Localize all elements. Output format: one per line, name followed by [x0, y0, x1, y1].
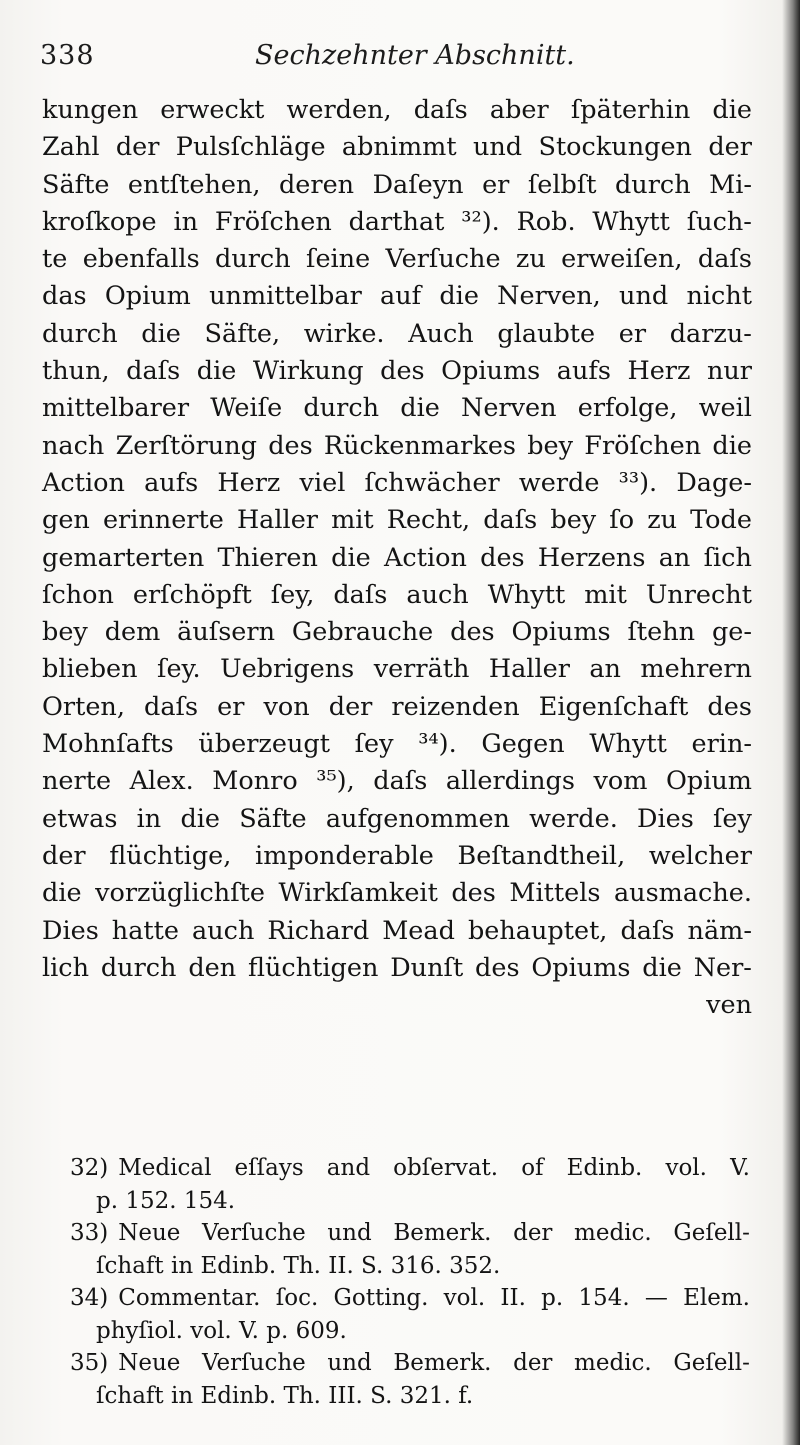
word: auf: [380, 281, 422, 312]
word: Alex.: [129, 766, 194, 797]
footnote-text: p. 152. 154.: [96, 1187, 236, 1214]
word: den: [188, 952, 237, 983]
text-line: [42, 689, 752, 726]
word: vorzüglichſte: [95, 878, 265, 909]
text-line: [42, 129, 752, 166]
word: erweckt: [160, 95, 265, 125]
word: ſey: [712, 803, 752, 834]
word: des: [268, 430, 313, 461]
word: des: [451, 878, 496, 909]
text-line: [42, 204, 752, 241]
footnote-text: phyſiol. vol. V. p. 609.: [96, 1317, 347, 1344]
word: ſoc.: [275, 1285, 319, 1311]
word: der: [513, 1350, 553, 1376]
word: Richard: [267, 915, 370, 946]
word: ³²).: [461, 206, 500, 237]
word: lich: [42, 952, 90, 983]
word: aufgenommen: [325, 803, 510, 834]
word: weil: [698, 393, 752, 424]
word: obſervat.: [393, 1155, 499, 1181]
word: Säfte: [239, 803, 307, 834]
word: Commentar.: [118, 1285, 261, 1311]
word: —: [644, 1285, 668, 1311]
word: flüchtige,: [109, 840, 232, 871]
word: entſtehen,: [127, 169, 261, 200]
word: Unrecht: [645, 579, 752, 610]
word: mehrern: [640, 654, 752, 685]
catchword: ven: [706, 990, 752, 1021]
word: bey: [42, 617, 88, 648]
word: und: [327, 1350, 372, 1376]
word: der: [328, 691, 373, 722]
word: zu: [515, 244, 546, 275]
text-line: [42, 763, 752, 800]
word: reizenden: [391, 691, 520, 722]
footnote-number: 32): [70, 1155, 109, 1181]
word: vom: [593, 766, 648, 797]
footnote-text: [118, 1347, 750, 1380]
word: durch: [614, 169, 691, 200]
word: von: [263, 691, 310, 722]
word: ſtehn: [627, 617, 696, 648]
word: erfolge,: [577, 393, 678, 424]
word: durch: [215, 244, 291, 275]
word: Verſuche: [385, 244, 501, 275]
word: ſuch-: [686, 206, 752, 237]
word: an: [589, 654, 621, 685]
word: Weiſe: [210, 393, 283, 424]
word: ebenfalls: [82, 244, 200, 275]
word: die: [42, 878, 82, 909]
word: daſs: [333, 579, 388, 610]
word: durch: [42, 318, 118, 349]
footnote-number: 35): [70, 1350, 109, 1376]
word: daſs: [620, 915, 675, 946]
word: of: [521, 1155, 544, 1181]
word: Wirkſamkeit: [278, 878, 438, 909]
word: viel: [299, 467, 346, 498]
word: ³⁴).: [418, 729, 457, 760]
text-line: [42, 316, 752, 353]
text-line: [42, 353, 752, 390]
text-line: [42, 502, 752, 539]
word: Medical: [118, 1155, 212, 1181]
word: medic.: [574, 1220, 652, 1246]
word: die: [712, 430, 752, 461]
footnote-text: ſchaft in Edinb. Th. III. S. 321. f.: [96, 1382, 474, 1409]
word: thun,: [42, 356, 110, 387]
word: Herz: [627, 356, 691, 387]
word: ſpäterhin: [570, 95, 691, 125]
word: des: [475, 952, 520, 983]
footnote: [70, 1347, 750, 1412]
word: darzu-: [669, 318, 752, 349]
word: Zahl: [42, 132, 100, 163]
word: der: [513, 1220, 553, 1246]
running-head: Sechzehnter Abschnitt.: [255, 40, 575, 71]
word: des: [380, 356, 425, 387]
word: Action: [384, 542, 467, 573]
word: Bemerk.: [393, 1220, 492, 1246]
word: er: [217, 691, 245, 722]
word: Whytt: [589, 729, 667, 760]
word: mit: [584, 579, 627, 610]
word: Gebrauche: [291, 617, 434, 648]
word: nicht: [686, 281, 752, 312]
word: Verſuche: [202, 1350, 306, 1376]
word: Wirkung: [252, 356, 364, 387]
word: erweiſen,: [561, 244, 683, 275]
word: Auch: [408, 318, 474, 349]
footnote-text: ſchaft in Edinb. Th. II. S. 316. 352.: [96, 1252, 501, 1279]
word: imponderable: [255, 840, 434, 871]
word: und: [327, 1220, 372, 1246]
word: Eigenſchaft: [538, 691, 689, 722]
word: Opiums: [441, 356, 541, 387]
text-line: [42, 913, 752, 950]
word: darthat: [348, 206, 445, 237]
catchword-line: [42, 987, 752, 1024]
word: abnimmt: [341, 132, 457, 163]
word: ſeine: [306, 244, 371, 275]
word: er: [618, 318, 647, 349]
word: medic.: [574, 1350, 652, 1376]
word: Mittels: [509, 878, 601, 909]
word: aufs: [556, 356, 611, 387]
word: des: [707, 691, 752, 722]
word: äuſsern: [177, 617, 276, 648]
word: Opiums: [511, 617, 611, 648]
text-line: [42, 167, 752, 204]
word: welcher: [648, 840, 752, 871]
word: nur: [706, 356, 752, 387]
word: Opium: [104, 281, 191, 312]
footnote-number: 34): [70, 1285, 109, 1311]
word: ſey,: [270, 579, 315, 610]
word: Herzens: [537, 542, 646, 573]
word: die: [439, 281, 479, 312]
word: die: [180, 803, 221, 834]
page-header: [40, 40, 720, 80]
text-line: [42, 278, 752, 315]
page-edge-shadow: [782, 0, 800, 1445]
word: Beſtandtheil,: [457, 840, 626, 871]
word: V.: [730, 1155, 750, 1181]
text-line: [42, 726, 752, 763]
word: Säfte: [42, 169, 110, 200]
word: in: [173, 206, 199, 237]
word: Mead: [382, 915, 455, 946]
word: Mohnſafts: [42, 729, 174, 760]
word: gemarterten: [42, 542, 205, 573]
text-line: [42, 875, 752, 912]
word: dem: [104, 617, 161, 648]
word: daſs: [144, 691, 199, 722]
word: und: [619, 281, 669, 312]
word: ſo: [609, 505, 635, 536]
word: Verſuche: [202, 1220, 306, 1246]
word: Action: [42, 467, 125, 498]
word: Neue: [118, 1350, 181, 1376]
text-line: [42, 651, 752, 688]
word: bey: [527, 430, 574, 461]
word: das: [42, 281, 87, 312]
word: behauptet,: [467, 915, 608, 946]
word: Recht,: [386, 505, 471, 536]
word: nach: [42, 430, 105, 461]
word: kroſkope: [42, 206, 157, 237]
word: des: [480, 542, 525, 573]
word: Dies: [637, 803, 694, 834]
word: Haller: [488, 654, 570, 685]
word: ſelbſt: [527, 169, 597, 200]
word: flüchtigen: [248, 952, 379, 983]
word: ſchon: [42, 579, 114, 610]
word: daſs: [413, 95, 468, 125]
text-line: [42, 465, 752, 502]
word: die: [331, 542, 371, 573]
word: Fröſchen: [584, 430, 702, 461]
word: Whytt: [592, 206, 670, 237]
word: Fröſchen: [214, 206, 332, 237]
footnote-text: [118, 1152, 750, 1185]
word: erinnerte: [102, 505, 224, 536]
word: ſey: [354, 729, 394, 760]
word: Uebrigens: [220, 654, 355, 685]
word: Rob.: [516, 206, 576, 237]
word: Gotting.: [333, 1285, 429, 1311]
word: Rückenmarkes: [323, 430, 516, 461]
word: Daſeyn: [372, 169, 464, 200]
word: werden,: [286, 95, 392, 125]
word: die: [196, 356, 237, 387]
word: Dage-: [676, 467, 752, 498]
footnote: [70, 1217, 750, 1282]
footnotes: [70, 1152, 750, 1412]
word: vol.: [443, 1285, 486, 1311]
word: er: [482, 169, 510, 200]
word: durch: [303, 393, 380, 424]
text-line: [42, 801, 752, 838]
word: Bemerk.: [393, 1350, 492, 1376]
word: verräth: [373, 654, 470, 685]
word: gen: [42, 505, 90, 536]
word: etwas: [42, 803, 118, 834]
word: die: [400, 393, 440, 424]
word: Nerven,: [497, 281, 601, 312]
word: die: [712, 95, 752, 125]
text-line: [42, 241, 752, 278]
word: Nerven: [461, 393, 557, 424]
word: hatte: [111, 915, 180, 946]
word: der: [115, 132, 160, 163]
word: mittelbarer: [42, 393, 190, 424]
word: II.: [500, 1285, 526, 1311]
word: werde.: [529, 803, 618, 834]
word: daſs: [126, 356, 181, 387]
word: aber: [489, 95, 549, 125]
text-line: [42, 92, 752, 129]
word: deren: [278, 169, 355, 200]
text-line: [42, 950, 752, 987]
text-line: [42, 540, 752, 577]
word: durch: [100, 952, 177, 983]
word: Zerſtörung: [115, 430, 257, 461]
word: Monro: [212, 766, 298, 797]
page-number: 338: [40, 40, 95, 71]
word: Gegen: [481, 729, 565, 760]
word: Elem.: [683, 1285, 750, 1311]
body-text: [42, 92, 752, 1024]
word: daſs: [697, 244, 752, 275]
word: ſich: [703, 542, 752, 573]
word: Orten,: [42, 691, 125, 722]
word: die: [642, 952, 682, 983]
text-line: [42, 428, 752, 465]
word: Haller: [236, 505, 318, 536]
word: Neue: [118, 1220, 181, 1246]
word: Geſell-: [673, 1220, 750, 1246]
word: ³⁵),: [316, 766, 355, 797]
word: daſs: [483, 505, 538, 536]
footnote: [70, 1152, 750, 1217]
word: ſey.: [157, 654, 201, 685]
word: zu: [647, 505, 678, 536]
word: Dies: [42, 915, 99, 946]
footnote: [70, 1282, 750, 1347]
word: Edinb.: [566, 1155, 643, 1181]
footnote-text: [118, 1217, 750, 1250]
word: in: [136, 803, 162, 834]
word: Mi-: [709, 169, 752, 200]
word: Pulsſchläge: [175, 132, 326, 163]
word: Säfte,: [204, 318, 281, 349]
word: unmittelbar: [209, 281, 362, 312]
word: die: [141, 318, 181, 349]
word: blieben: [42, 654, 138, 685]
word: Tode: [690, 505, 752, 536]
word: daſs: [373, 766, 428, 797]
word: näm-: [687, 915, 752, 946]
word: and: [326, 1155, 371, 1181]
word: ausmache.: [613, 878, 752, 909]
word: ſchwächer: [364, 467, 500, 498]
word: allerdings: [445, 766, 575, 797]
word: an: [658, 542, 691, 573]
word: und: [472, 132, 523, 163]
text-line: [42, 390, 752, 427]
word: bey: [550, 505, 597, 536]
word: mit: [331, 505, 374, 536]
word: auch: [192, 915, 255, 946]
word: te: [42, 244, 68, 275]
word: glaubte: [497, 318, 596, 349]
word: aufs: [144, 467, 199, 498]
word: Geſell-: [673, 1350, 750, 1376]
word: vol.: [665, 1155, 707, 1181]
word: Stockungen: [538, 132, 692, 163]
word: auch: [406, 579, 469, 610]
word: kungen: [42, 95, 139, 125]
word: ³³).: [618, 467, 658, 498]
word: erin-: [691, 729, 752, 760]
text-line: [42, 838, 752, 875]
text-line: [42, 577, 752, 614]
word: wirke.: [303, 318, 385, 349]
word: der: [42, 840, 86, 871]
footnote-number: 33): [70, 1220, 109, 1246]
word: der: [708, 132, 752, 163]
word: 154.: [578, 1285, 630, 1311]
word: Ner-: [693, 952, 752, 983]
word: Opium: [665, 766, 752, 797]
word: des: [450, 617, 495, 648]
word: ge-: [711, 617, 752, 648]
word: p.: [541, 1285, 564, 1311]
word: erſchöpft: [132, 579, 252, 610]
word: Thieren: [217, 542, 318, 573]
word: nerte: [42, 766, 112, 797]
word: überzeugt: [198, 729, 330, 760]
word: Opiums: [531, 952, 631, 983]
text-line: [42, 614, 752, 651]
word: Herz: [217, 467, 281, 498]
word: Dunſt: [390, 952, 464, 983]
word: werde: [518, 467, 600, 498]
word: eſſays: [234, 1155, 304, 1181]
footnote-text: [118, 1282, 750, 1315]
word: Whytt: [487, 579, 566, 610]
